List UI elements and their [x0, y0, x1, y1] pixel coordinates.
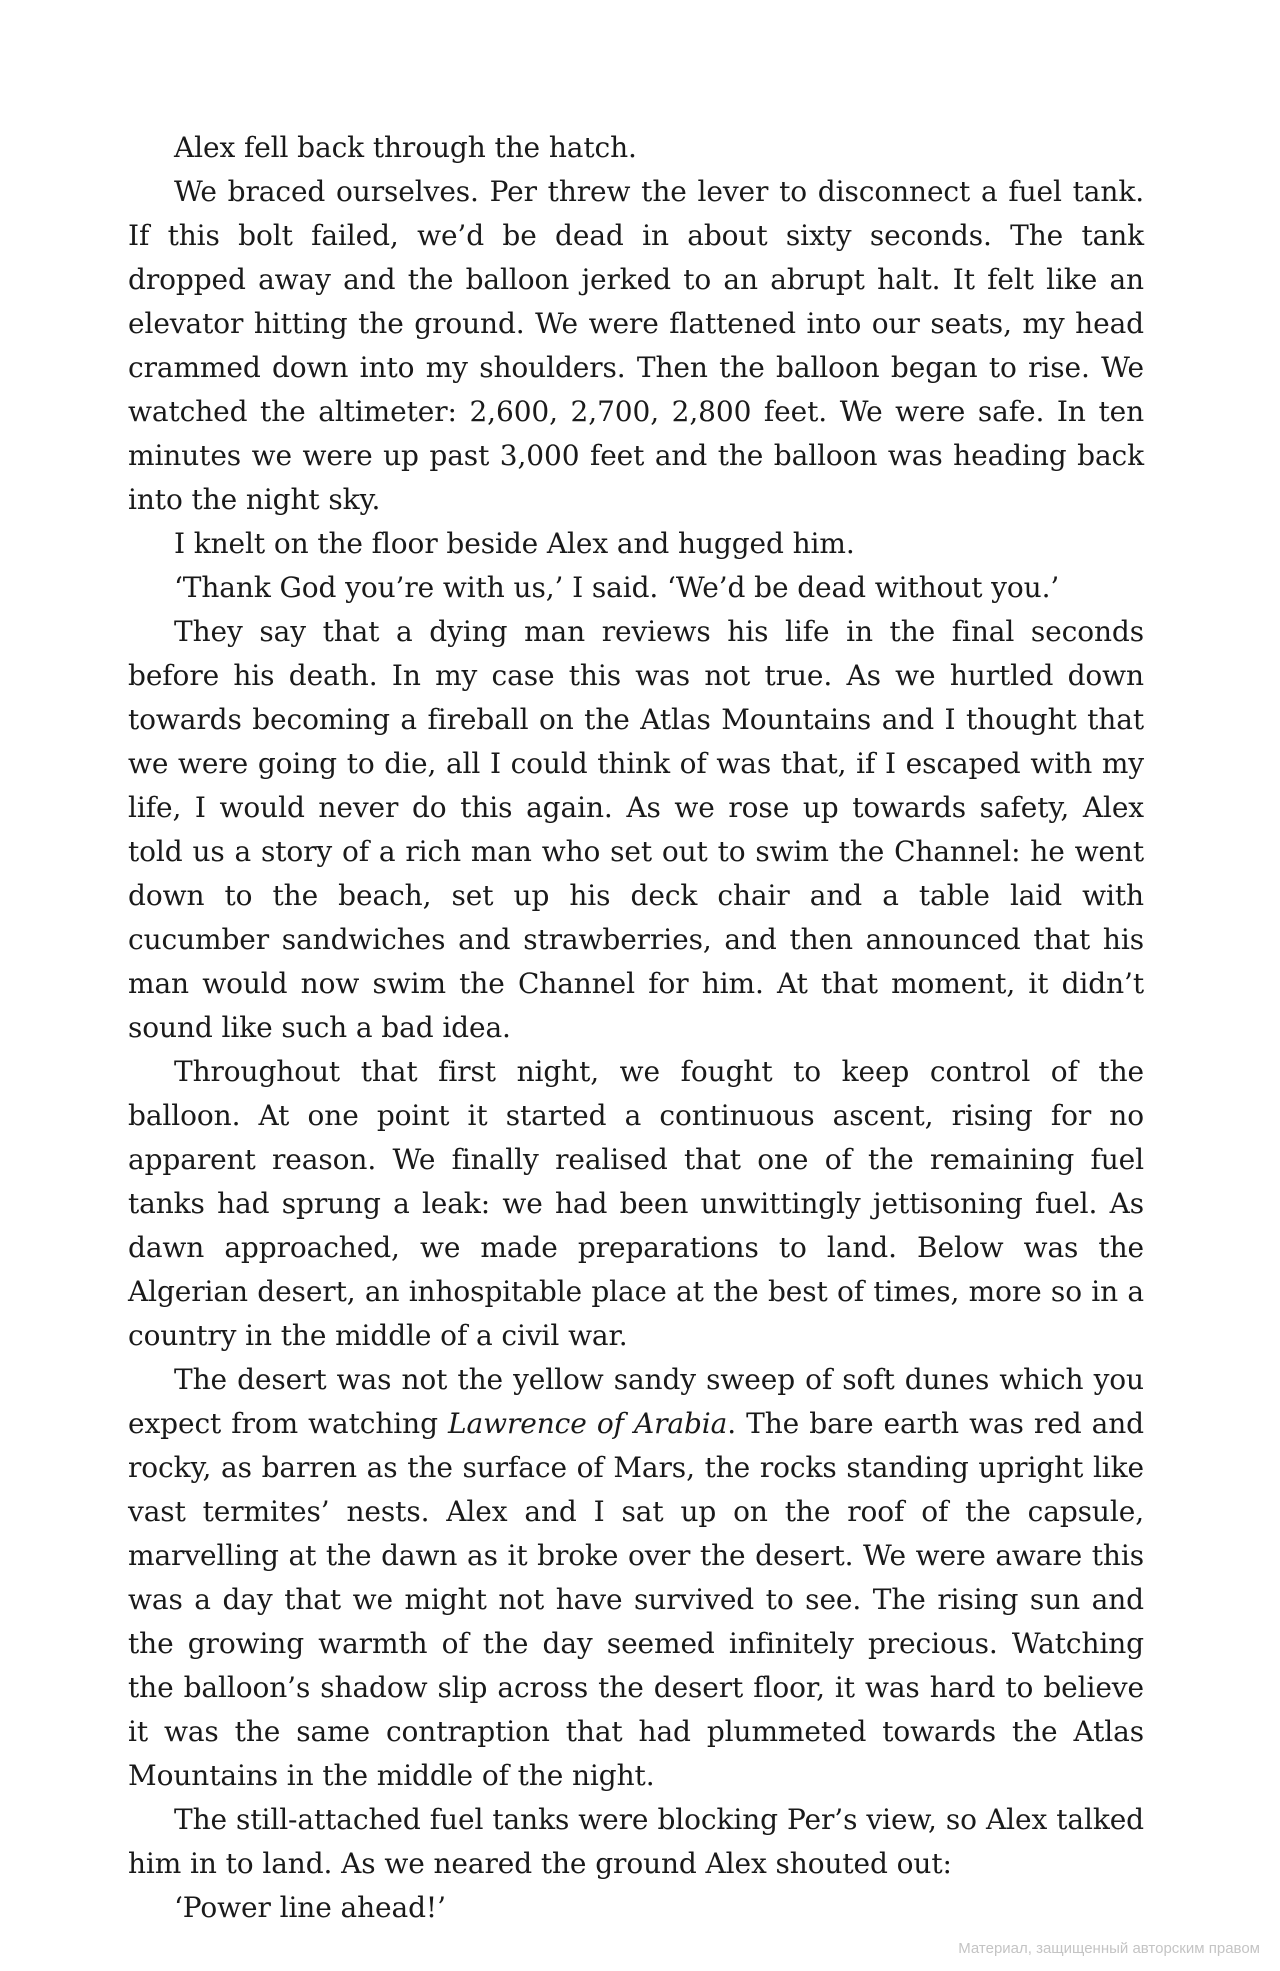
paragraph-7-part-2: . The bare earth was red and rocky, as barren as the surface of Mars, the rocks standing upright like vast termites’ nests. Alex and I sat up on the roof of the capsule, marvelling at the dawn as it broke over the desert. We were aware this was a day that we might not have survived to see. The rising sun and the growing warmth of the day seemed infinitely precious. Watching the balloon’s shadow slip across the desert floor, it was hard to believe it was the same contraption that had plummeted towards the Atlas Mountains in the middle of the night.: [128, 1407, 1144, 1792]
paragraph-6: Throughout that first night, we fought to keep control of the balloon. At one point it started a continuous ascent, rising for no apparent reason. We finally realised that one of the remaining fuel tanks had sprung a leak: we had been unwittingly jettisoning fuel. As dawn approached, we made preparations to land. Below was the Algerian desert, an inhospitable place at the best of times, more so in a country in the middle of a civil war.: [128, 1055, 1144, 1352]
paragraph-7: [128, 1358, 1144, 1798]
paragraph-3: I knelt on the floor beside Alex and hugged him.: [174, 527, 855, 560]
paragraph-9: ‘Power line ahead!’: [174, 1891, 446, 1924]
paragraph-2: We braced ourselves. Per threw the lever to disconnect a fuel tank. If this bolt failed, we’d be dead in about sixty seconds. The tank dropped away and the balloon jerked to an abrupt halt. It felt like an elevator hitting the ground. We were flattened into our seats, my head crammed down into my shoulders. Then the balloon began to rise. We watched the altimeter: 2,600, 2,700, 2,800 feet. We were safe. In ten minutes we were up past 3,000 feet and the balloon was heading back into the night sky.: [128, 175, 1144, 516]
copyright-watermark: Материал, защищенный авторским правом: [958, 1940, 1260, 1957]
paragraph-7-part-1: The desert was not the yellow sandy sweep of soft dunes which you expect from watching: [128, 1363, 1144, 1440]
paragraph-8: The still-attached fuel tanks were blocking Per’s view, so Alex talked him in to land. As we neared the ground Alex shouted out:: [128, 1803, 1144, 1880]
paragraph-1: Alex fell back through the hatch.: [174, 131, 637, 164]
paragraph-5: They say that a dying man reviews his life in the final seconds before his death. In my case this was not true. As we hurtled down towards becoming a fireball on the Atlas Mountains and I thought that we were going to die, all I could think of was that, if I escaped with my life, I would never do this again. As we rose up towards safety, Alex told us a story of a rich man who set out to swim the Channel: he went down to the beach, set up his deck chair and a table laid with cucumber sandwiches and strawberries, and then announced that his man would now swim the Channel for him. At that moment, it didn’t sound like such a bad idea.: [128, 615, 1144, 1044]
book-page-body: [128, 126, 1144, 1930]
book-title-italic: Lawrence of Arabia: [448, 1407, 728, 1440]
paragraph-4: ‘Thank God you’re with us,’ I said. ‘We’d be dead without you.’: [174, 571, 1060, 604]
